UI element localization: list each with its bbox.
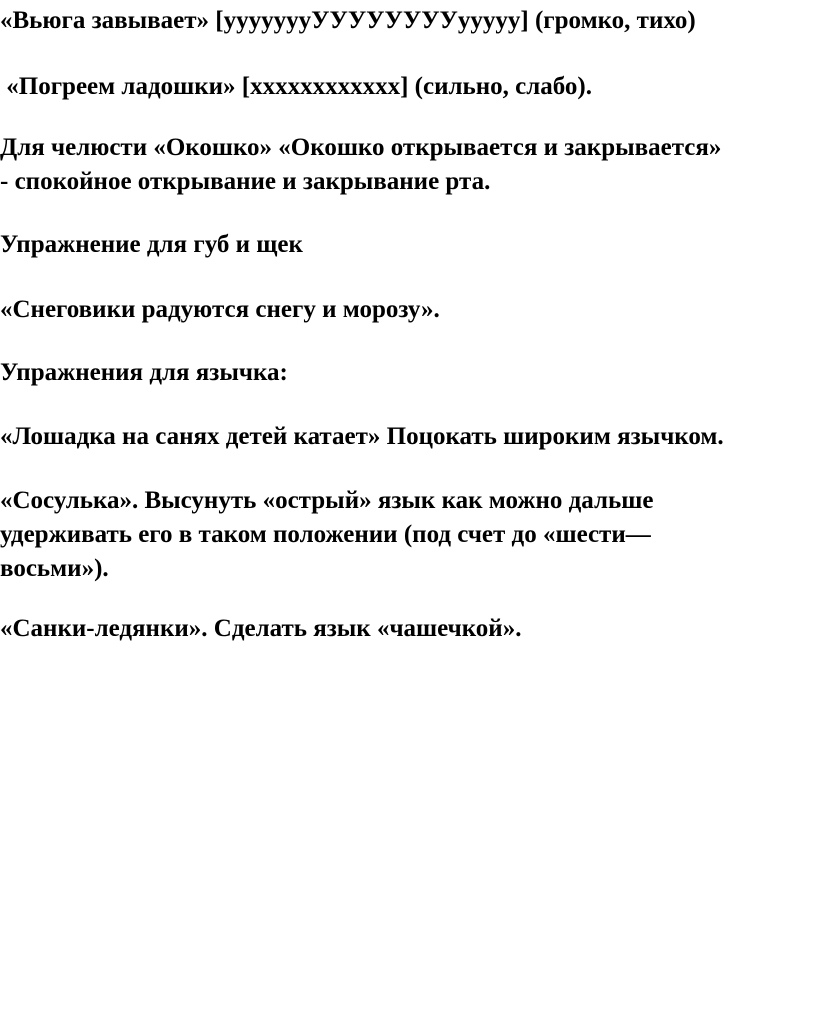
paragraph-snegoviki <box>0 293 812 327</box>
paragraph-vyuga <box>0 4 812 38</box>
paragraph-line: Упражнение для губ и щек <box>0 231 303 258</box>
paragraph-line: Упражнения для язычка: <box>0 359 288 386</box>
paragraph-line: «Санки-ледянки». Сделать язык «чашечкой». <box>0 615 522 642</box>
paragraph-line: Для челюсти «Окошко» «Окошко открывается и закрывается» <box>0 134 722 161</box>
paragraph-line: «Погреем ладошки» [хххххххххххх] (сильно, слабо). <box>0 73 593 100</box>
paragraph-line: - спокойное открывание и закрывание рта. <box>0 168 491 195</box>
paragraph-line: восьми»). <box>0 555 109 582</box>
paragraph-line: «Лошадка на санях детей катает» Поцокать широким язычком. <box>0 423 724 450</box>
paragraph-line: «Снеговики радуются снегу и морозу». <box>0 296 440 323</box>
paragraph-sosulka <box>0 484 812 586</box>
section-heading-tongue <box>0 356 812 390</box>
paragraph-line: «Сосулька». Высунуть «острый» язык как можно дальше <box>0 487 654 514</box>
section-heading-lips <box>0 228 812 262</box>
paragraph-sanki <box>0 612 812 646</box>
paragraph-line: удерживать его в таком положении (под счет до «шести— <box>0 521 651 548</box>
paragraph-line: «Вьюга завывает» [уууууууУУУУУУУУууууу] (громко, тихо) <box>0 7 696 34</box>
paragraph-pogreem <box>0 70 812 104</box>
paragraph-okoshko <box>0 131 812 199</box>
paragraph-loshadka <box>0 420 812 454</box>
